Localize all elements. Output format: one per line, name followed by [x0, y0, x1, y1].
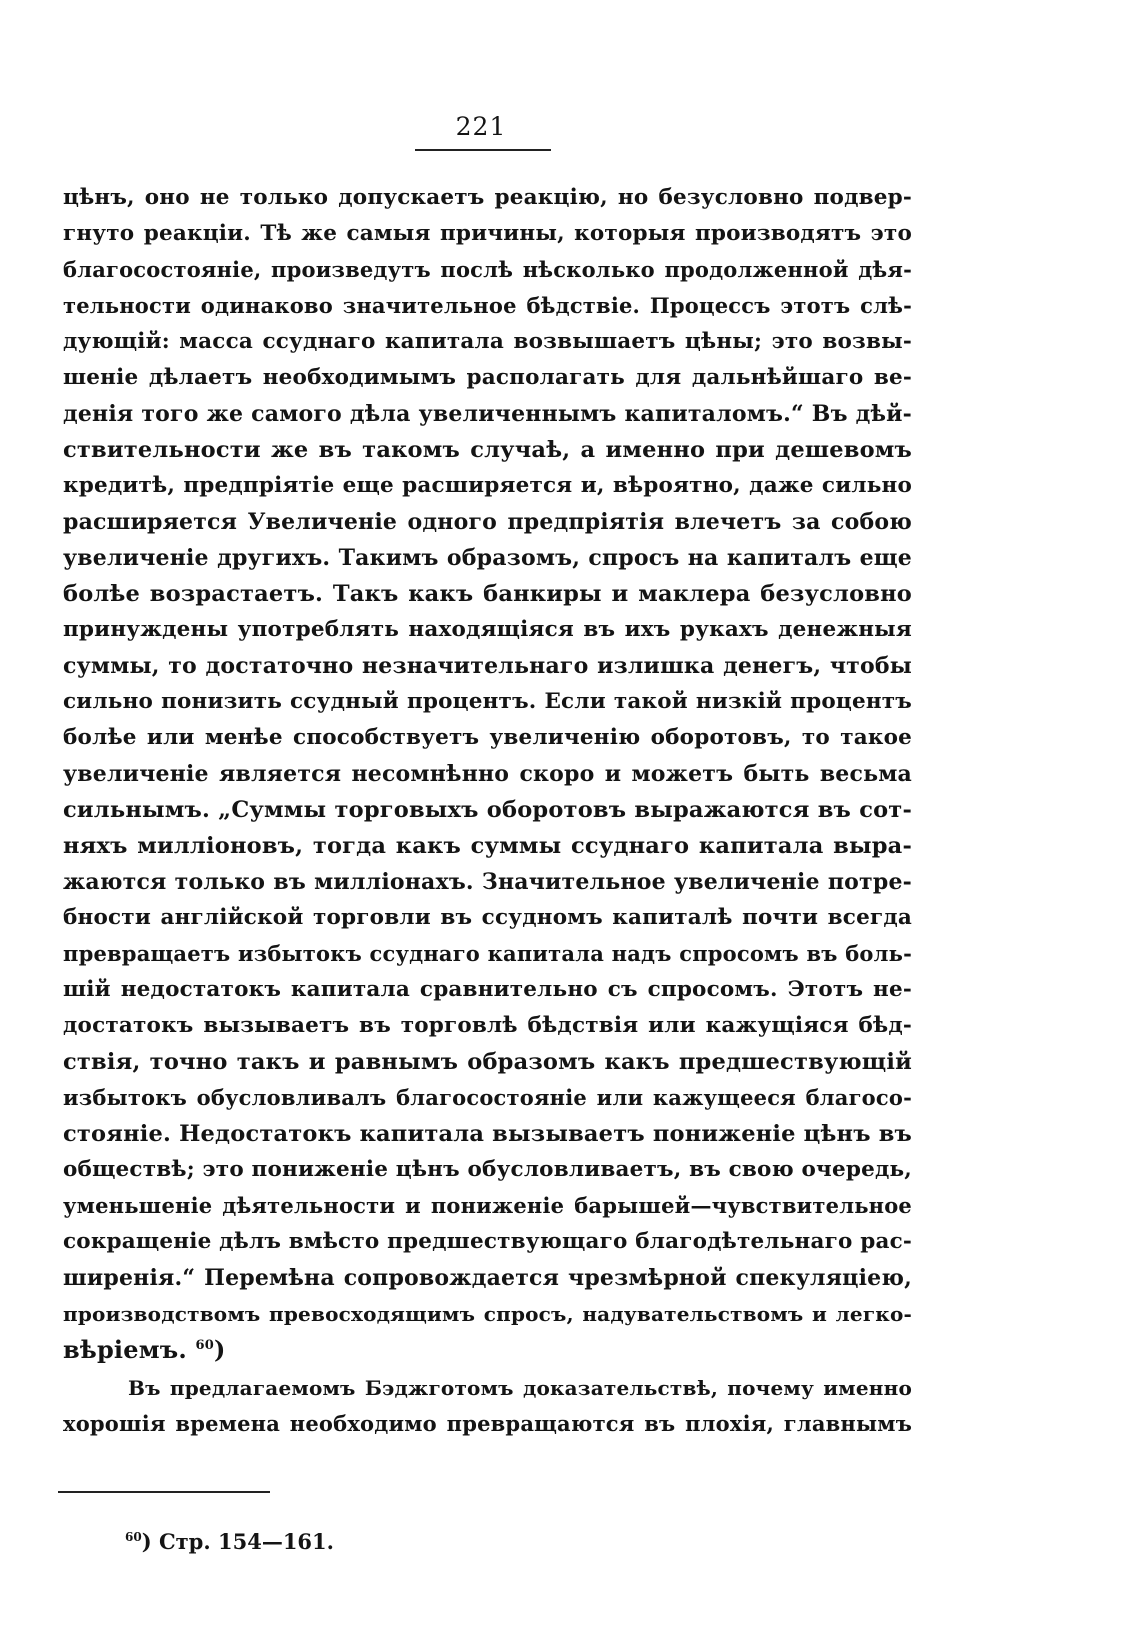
text-line: ствія, точно такъ и равнымъ образомъ какъ предшествующій [63, 1049, 912, 1075]
text-line: достатокъ вызываетъ въ торговлѣ бѣдствія или кажущіяся бѣд- [63, 1013, 912, 1038]
text-line: ствительности же въ такомъ случаѣ, а именно при дешевомъ [63, 437, 912, 463]
text-line: шій недостатокъ капитала сравнительно съ спросомъ. Этотъ не- [63, 977, 912, 1002]
footnote-marker: 60 [125, 1530, 142, 1544]
text-line: жаются только въ милліонахъ. Значительное увеличеніе потре- [63, 869, 912, 895]
body-text [63, 180, 912, 1442]
text-line: шеніе дѣлаетъ необходимымъ располагать для дальнѣйшаго ве- [63, 365, 912, 390]
footnote [125, 1528, 334, 1556]
text-line: денія того же самого дѣла увеличеннымъ капиталомъ.“ Въ дѣй- [63, 401, 912, 427]
text-line: избытокъ обусловливалъ благосостояніе или кажущееся благосо- [63, 1085, 912, 1110]
page-number: 221 [455, 112, 507, 141]
text-line: ширенія.“ Перемѣна сопровождается чрезмѣрной спекуляціею, [63, 1265, 912, 1291]
text-line: няхъ милліоновъ, тогда какъ суммы ссуднаго капитала выра- [63, 833, 912, 859]
text-line: бности англійской торговли въ ссудномъ капиталѣ почти всегда [63, 905, 912, 930]
text-line: хорошія времена необходимо превращаются въ плохія, главнымъ [63, 1411, 912, 1436]
text-line: болѣе или менѣе способствуетъ увеличенію оборотовъ, то такое [63, 725, 912, 750]
page-number-rule [415, 149, 551, 151]
text-line: уменьшеніе дѣятельности и пониженіе барышей—чувствительное [63, 1193, 912, 1218]
text-line: кредитѣ, предпріятіе еще расширяется и, вѣроятно, даже сильно [63, 473, 912, 498]
text-line: сокращеніе дѣлъ вмѣсто предшествующаго благодѣтельнаго рас- [63, 1229, 912, 1254]
text-line: тельности одинаково значительное бѣдствіе. Процессъ этотъ слѣ- [63, 293, 912, 318]
text-line: расширяется Увеличеніе одного предпріятія влечетъ за собою [63, 509, 912, 535]
paragraph-end-line [63, 1332, 912, 1368]
text-line: принуждены употреблять находящіяся въ ихъ рукахъ денежныя [63, 617, 912, 642]
text-line: цѣнъ, оно не только допускаетъ реакцію, но безусловно подвер- [63, 185, 912, 210]
text-line: увеличеніе является несомнѣнно скоро и можетъ быть весьма [63, 761, 912, 787]
text-line: сильно понизить ссудный процентъ. Если такой низкій процентъ [63, 689, 912, 714]
footnote-text: ) Стр. 154—161. [141, 1529, 334, 1554]
text-line: сильнымъ. „Суммы торговыхъ оборотовъ выражаются въ сот- [63, 797, 912, 823]
text-fragment: вѣріемъ. [63, 1335, 187, 1364]
text-line: благосостояніе, произведутъ послѣ нѣсколько продолженной дѣя- [63, 257, 912, 282]
text-line: болѣе возрастаетъ. Такъ какъ банкиры и маклера безусловно [63, 581, 912, 607]
footnote-reference[interactable]: 60 [195, 1338, 214, 1353]
text-line: превращаетъ избытокъ ссуднаго капитала надъ спросомъ въ боль- [63, 941, 912, 966]
footnote-reference-paren: ) [214, 1335, 226, 1364]
text-line: увеличеніе другихъ. Такимъ образомъ, спросъ на капиталъ еще [63, 545, 912, 571]
text-line: стояніе. Недостатокъ капитала вызываетъ пониженіе цѣнъ въ [63, 1121, 912, 1147]
text-line: обществѣ; это пониженіе цѣнъ обусловливаетъ, въ свою очередь, [63, 1157, 912, 1182]
footnote-separator [58, 1491, 270, 1493]
text-line: гнуто реакціи. Тѣ же самыя причины, которыя производятъ это [63, 221, 912, 246]
text-line: Въ предлагаемомъ Бэджготомъ доказательствѣ, почему именно [128, 1376, 912, 1400]
text-line: суммы, то достаточно незначительнаго излишка денегъ, чтобы [63, 653, 912, 679]
text-line: дующій: масса ссуднаго капитала возвышаетъ цѣны; это возвы- [63, 329, 912, 354]
text-line: производствомъ превосходящимъ спросъ, надувательствомъ и легко- [63, 1302, 912, 1326]
